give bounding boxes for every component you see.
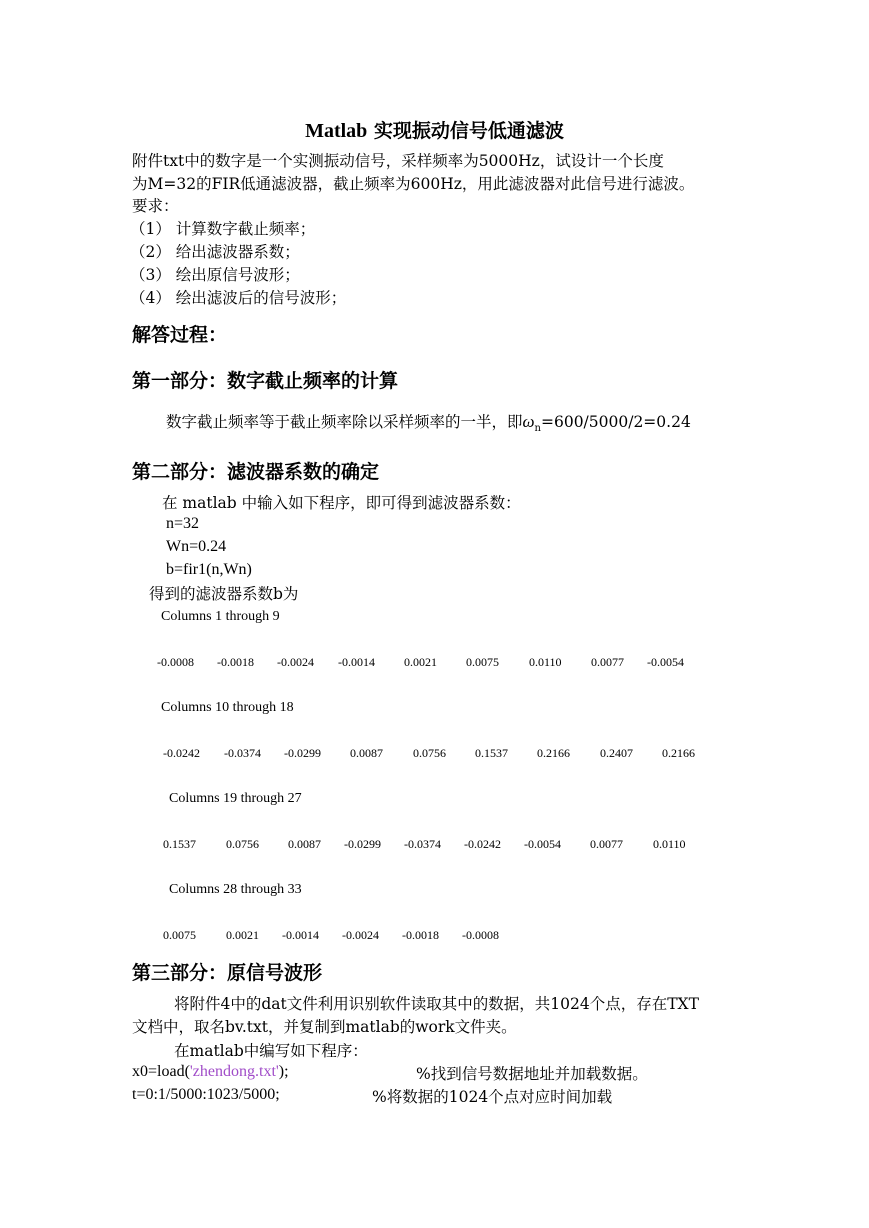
- coeff-value: -0.0024: [277, 655, 314, 669]
- coeff-value: 0.2166: [537, 746, 570, 760]
- coeff-value: 0.0077: [591, 655, 624, 669]
- part1-text-after: =600/5000/2=0.24: [540, 413, 691, 431]
- coeff-value: 0.0110: [653, 837, 686, 851]
- columns-header-2: Columns 10 through 18: [161, 700, 294, 715]
- part1-heading: 第一部分：数字截止频率的计算: [132, 370, 399, 392]
- coeff-value: 0.0087: [288, 837, 321, 851]
- part2-heading: 第二部分：滤波器系数的确定: [132, 461, 380, 483]
- coeff-value: 0.0110: [529, 655, 562, 669]
- coeff-value: 0.0077: [590, 837, 623, 851]
- columns-header-3: Columns 19 through 27: [169, 791, 302, 806]
- coeff-value: -0.0374: [224, 746, 261, 760]
- coeff-value: -0.0054: [647, 655, 684, 669]
- code-line-wn: Wn=0.24: [166, 538, 227, 555]
- coeff-value: -0.0024: [342, 928, 379, 942]
- coeff-value: 0.2407: [600, 746, 633, 760]
- omega-subscript: n: [534, 423, 541, 434]
- coeff-value: 0.1537: [163, 837, 196, 851]
- coeff-value: 0.1537: [475, 746, 508, 760]
- requirement-item-1: （1） 计算数字截止频率；: [130, 220, 316, 238]
- coeff-value: -0.0008: [462, 928, 499, 942]
- part3-para-line-2: 文档中，取名bv.txt，并复制到matlab的work文件夹。: [132, 1018, 517, 1036]
- code-line-n: n=32: [166, 515, 200, 532]
- code-line-load: [132, 1063, 289, 1081]
- coeff-value: -0.0018: [217, 655, 254, 669]
- coeff-value: -0.0014: [338, 655, 375, 669]
- coeff-value: -0.0018: [402, 928, 439, 942]
- load-suffix: );: [278, 1063, 289, 1080]
- coeff-value: 0.0075: [163, 928, 196, 942]
- intro-line-1: 附件txt中的数字是一个实测振动信号，采样频率为5000Hz，试设计一个长度: [132, 152, 664, 170]
- coeff-value: 0.0087: [350, 746, 383, 760]
- code-comment-time: %将数据的1024个点对应时间加载: [372, 1088, 613, 1106]
- coeff-value: -0.0374: [404, 837, 441, 851]
- coeff-value: -0.0008: [157, 655, 194, 669]
- code-comment-load: %找到信号数据地址并加载数据。: [416, 1065, 648, 1083]
- load-prefix: x0=load(: [132, 1063, 190, 1080]
- filename-string: 'zhendong.txt': [189, 1063, 279, 1080]
- code-line-fir1: b=fir1(n,Wn): [166, 561, 252, 578]
- intro-line-2: 为M=32的FIR低通滤波器，截止频率为600Hz，用此滤波器对此信号进行滤波。: [132, 175, 695, 193]
- coeff-value: 0.0756: [413, 746, 446, 760]
- coeff-value: 0.0075: [466, 655, 499, 669]
- requirement-item-4: （4） 绘出滤波后的信号波形；: [130, 289, 347, 307]
- coeff-value: 0.0756: [226, 837, 259, 851]
- coeff-value: 0.0021: [226, 928, 259, 942]
- coeff-value: -0.0242: [163, 746, 200, 760]
- part3-heading: 第三部分：原信号波形: [132, 962, 323, 984]
- intro-line-3: 要求：: [132, 197, 179, 215]
- coeff-value: 0.0021: [404, 655, 437, 669]
- part3-para-line-1: 将附件4中的dat文件利用识别软件读取其中的数据，共1024个点，存在TXT: [174, 995, 699, 1013]
- title-text: 实现振动信号低通滤波: [373, 120, 564, 142]
- columns-header-4: Columns 28 through 33: [169, 882, 302, 897]
- requirement-item-3: （3） 绘出原信号波形；: [130, 266, 300, 284]
- part1-text: [166, 411, 691, 436]
- columns-header-1: Columns 1 through 9: [161, 609, 280, 624]
- omega-symbol: ω: [522, 412, 535, 431]
- part1-text-before: 数字截止频率等于截止频率除以采样频率的一半，即: [166, 413, 523, 431]
- part2-result: 得到的滤波器系数b为: [149, 585, 299, 603]
- requirement-item-2: （2） 给出滤波器系数；: [130, 243, 300, 261]
- coeff-value: 0.2166: [662, 746, 695, 760]
- document-title: [0, 116, 869, 143]
- title-latin: Matlab: [305, 120, 368, 142]
- coeff-value: -0.0299: [344, 837, 381, 851]
- part2-intro: 在 matlab 中输入如下程序，即可得到滤波器系数：: [162, 494, 521, 512]
- coeff-value: -0.0054: [524, 837, 561, 851]
- solution-heading: 解答过程：: [132, 324, 228, 346]
- part3-code-intro: 在matlab中编写如下程序：: [174, 1042, 368, 1060]
- coeff-value: -0.0242: [464, 837, 501, 851]
- coeff-value: -0.0299: [284, 746, 321, 760]
- code-line-time: t=0:1/5000:1023/5000;: [132, 1086, 280, 1103]
- coeff-value: -0.0014: [282, 928, 319, 942]
